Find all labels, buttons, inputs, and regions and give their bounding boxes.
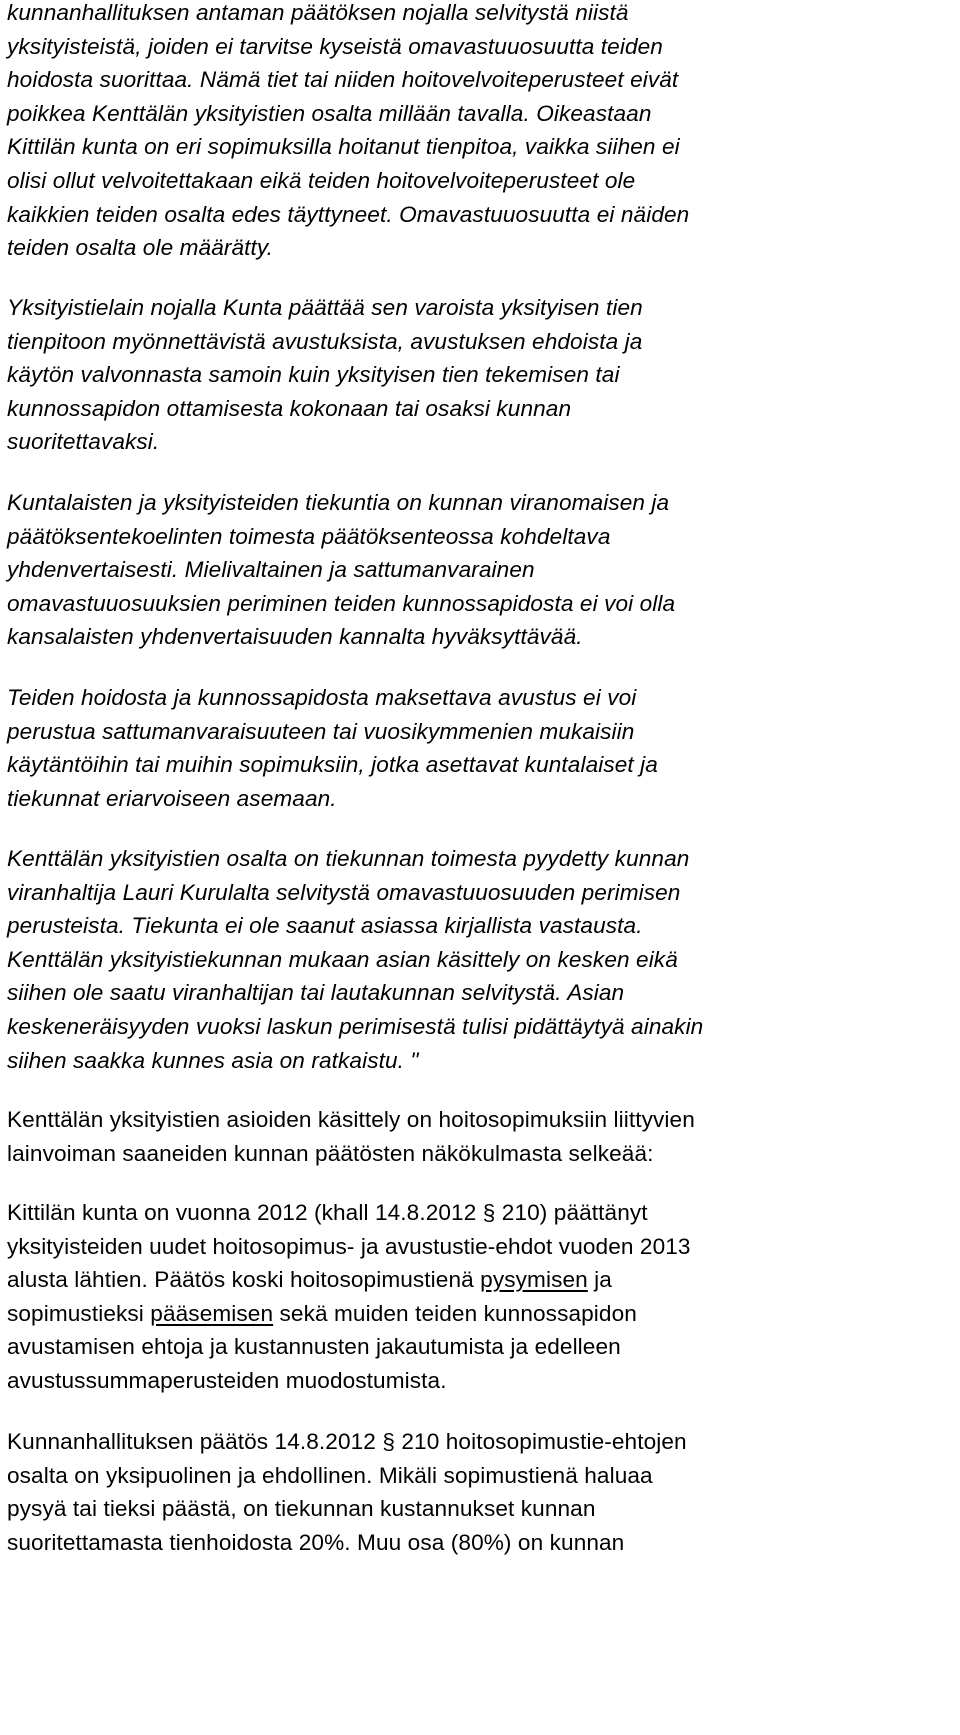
text-line: osalta on yksipuolinen ja ehdollinen. Mikäli sopimustienä haluaa: [7, 1462, 653, 1488]
paragraph-kittila-2012-decision: [7, 1196, 691, 1398]
text-line: Kenttälän yksityistiekunnan mukaan asian käsittely on kesken eikä: [7, 946, 678, 972]
underlined-word: pysymisen: [480, 1267, 588, 1293]
text-line: Yksityistielain nojalla Kunta päättää sen varoista yksityisen tien: [7, 295, 643, 320]
text-line: suoritettavaksi.: [7, 429, 160, 455]
text-line: yhdenvertaisesti. Mielivaltainen ja sattumanvarainen: [7, 557, 535, 583]
text-line: omavastuuosuuksien periminen teiden kunnossapidosta ei voi olla: [7, 590, 676, 616]
paragraph-private-road-law: [7, 291, 643, 459]
paragraph-maintenance-subsidy: [7, 681, 658, 815]
text-line: Kenttälän yksityistien asioiden käsittely on hoitosopimuksiin liittyvien: [7, 1107, 695, 1132]
text-line: kaikkien teiden osalta edes täyttyneet. Omavastuuosuutta ei näiden: [7, 201, 690, 227]
text-line: poikkea Kenttälän yksityistien osalta millään tavalla. Oikeastaan: [7, 100, 652, 126]
text-line: hoidosta suorittaa. Nämä tiet tai niiden hoitovelvoiteperusteet eivät: [7, 67, 679, 93]
text-line: suoritettamasta tienhoidosta 20%. Muu osa (80%) on kunnan: [7, 1529, 625, 1555]
text-line: siihen saakka kunnes asia on ratkaistu. ": [7, 1047, 419, 1073]
text-line: [7, 1297, 691, 1331]
text-line: Kuntalaisten ja yksityisteiden tiekuntia on kunnan viranomaisen ja: [7, 490, 670, 515]
text-line: [7, 1263, 691, 1297]
text-line: tiekunnat eriarvoiseen asemaan.: [7, 785, 337, 811]
text-line: Kittilän kunta on eri sopimuksilla hoitanut tienpitoa, vaikka siihen ei: [7, 134, 680, 160]
text-line: olisi ollut velvoitettakaan eikä teiden hoitovelvoiteperusteet ole: [7, 167, 636, 193]
paragraph-equality: [7, 486, 675, 654]
text-segment: sekä muiden teiden kunnossapidon: [273, 1300, 637, 1326]
text-line: yksityisteiden uudet hoitosopimus- ja avustustie-ehdot vuoden 2013: [7, 1233, 691, 1259]
text-segment: alusta lähtien. Päätös koski hoitosopimustienä: [7, 1267, 481, 1293]
text-line: kunnossapidon ottamisesta kokonaan tai osaksi kunnan: [7, 395, 572, 421]
text-line: avustussummaperusteiden muodostumista.: [7, 1367, 447, 1393]
text-line: teiden osalta ole määrätty.: [7, 235, 274, 261]
paragraph-handling-clear: [7, 1103, 695, 1170]
text-line: Teiden hoidosta ja kunnossapidosta maksettava avustus ei voi: [7, 685, 637, 710]
text-line: pysyä tai tieksi päästä, on tiekunnan kustannukset kunnan: [7, 1496, 596, 1522]
text-line: käytön valvonnasta samoin kuin yksityisen tien tekemisen tai: [7, 362, 620, 388]
text-line: Kittilän kunta on vuonna 2012 (khall 14.8.2012 § 210) päättänyt: [7, 1200, 648, 1225]
paragraph-italic-quote: [7, 0, 689, 265]
text-line: keskeneräisyyden vuoksi laskun perimisestä tulisi pidättäytyä ainakin: [7, 1013, 704, 1039]
text-line: viranhaltija Lauri Kurulalta selvitystä omavastuuosuuden perimisen: [7, 879, 681, 905]
text-line: kansalaisten yhdenvertaisuuden kannalta hyväksyttävää.: [7, 624, 583, 650]
text-line: päätöksentekoelinten toimesta päätöksenteossa kohdeltava: [7, 523, 611, 549]
text-line: perustua sattumanvaraisuuteen tai vuosikymmenien mukaisiin: [7, 718, 635, 744]
text-line: avustamisen ehtoja ja kustannusten jakautumista ja edelleen: [7, 1334, 621, 1360]
text-line: kunnanhallituksen antaman päätöksen nojalla selvitystä niistä: [7, 0, 629, 25]
text-segment: sopimustieksi: [7, 1300, 151, 1326]
paragraph-kenttala-road: [7, 842, 703, 1077]
text-line: yksityisteistä, joiden ei tarvitse kyseistä omavastuuosuutta teiden: [7, 33, 663, 59]
text-line: käytäntöihin tai muihin sopimuksiin, jotka asettavat kuntalaiset ja: [7, 752, 658, 778]
paragraph-board-decision: [7, 1425, 687, 1559]
text-segment: ja: [587, 1267, 612, 1293]
text-line: Kenttälän yksityistien osalta on tiekunnan toimesta pyydetty kunnan: [7, 846, 690, 871]
text-line: tienpitoon myönnettävistä avustuksista, avustuksen ehdoista ja: [7, 328, 643, 354]
text-line: lainvoiman saaneiden kunnan päätösten näkökulmasta selkeää:: [7, 1140, 654, 1166]
underlined-word: pääsemisen: [150, 1300, 274, 1326]
text-line: Kunnanhallituksen päätös 14.8.2012 § 210 hoitosopimustie-ehtojen: [7, 1429, 687, 1454]
text-line: siihen ole saatu viranhaltijan tai lautakunnan selvitystä. Asian: [7, 980, 625, 1006]
text-line: perusteista. Tiekunta ei ole saanut asiassa kirjallista vastausta.: [7, 913, 643, 939]
